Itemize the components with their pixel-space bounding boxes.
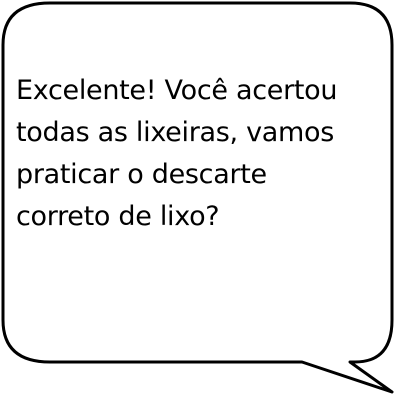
speech-line-4: correto de lixo? (16, 201, 220, 232)
speech-line-2: todas as lixeiras, vamos (16, 117, 334, 148)
speech-line-3: praticar o descarte (16, 159, 267, 190)
speech-bubble-text (16, 70, 390, 238)
speech-line-1: Excelente! Você acertou (16, 75, 338, 106)
